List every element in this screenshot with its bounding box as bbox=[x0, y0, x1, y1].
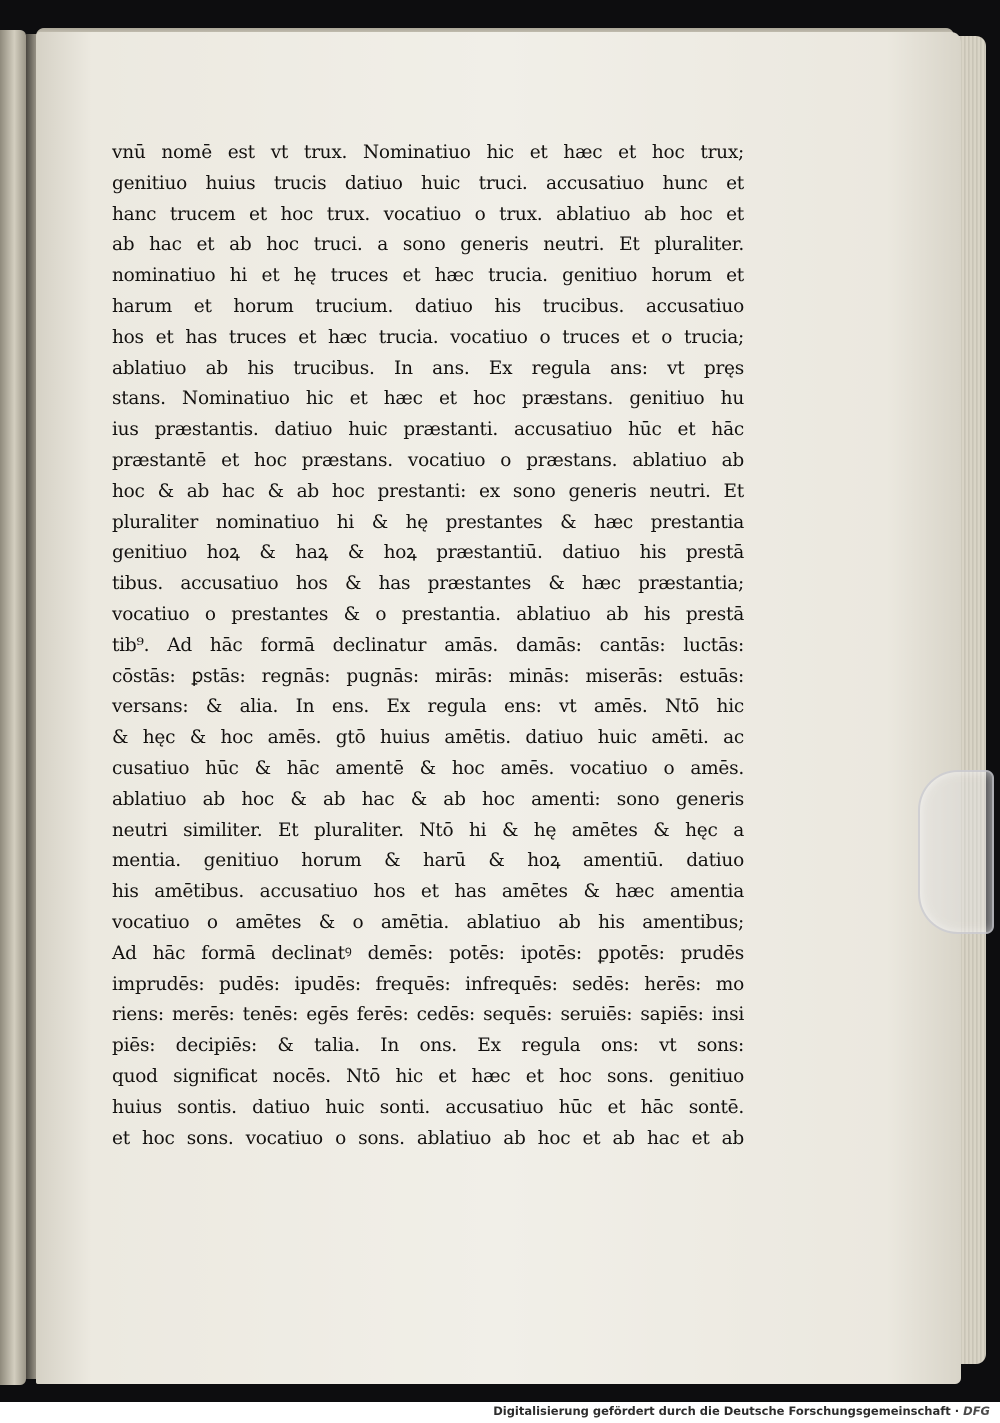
text-line: vocatiuo o amētes & o amētia. ablatiuo ab his amentibus; bbox=[112, 911, 744, 933]
text-line: huius sontis. datiuo huic sonti. accusatiuo hūc et hāc sontē. bbox=[112, 1096, 744, 1118]
text-line: tibus. accusatiuo hos & has præstantes & hæc præstantia; bbox=[112, 573, 744, 595]
text-line: piēs: decipiēs: & talia. In ons. Ex regula ons: vt sons: bbox=[112, 1035, 744, 1057]
text-line: cōstās: ꝑstās: regnās: pugnās: mirās: minās: miserās: estuās: bbox=[112, 665, 744, 687]
text-line: his amētibus. accusatiuo hos et has amētes & hæc amentia bbox=[112, 881, 744, 903]
text-line: hoc & ab hac & ab hoc prestanti: ex sono generis neutri. Et bbox=[112, 480, 744, 502]
text-line: vocatiuo o prestantes & o prestantia. ablatiuo ab his prestā bbox=[112, 603, 744, 625]
text-line: vnū nomē est vt trux. Nominatiuo hic et hæc et hoc trux; bbox=[112, 142, 744, 163]
text-line: riens: merēs: tenēs: egēs ferēs: cedēs: sequēs: seruiēs: sapiēs: insi bbox=[112, 1004, 744, 1026]
text-line: harum et horum trucium. datiuo his trucibus. accusatiuo bbox=[112, 295, 744, 317]
text-line: præstantē et hoc præstans. vocatiuo o præstans. ablatiuo ab bbox=[112, 449, 744, 471]
text-line: ablatiuo ab his trucibus. In ans. Ex regula ans: vt pręs bbox=[112, 357, 744, 379]
text-line: versans: & alia. In ens. Ex regula ens: vt amēs. Ntō hic bbox=[112, 696, 744, 718]
text-line: genitiuo hoꝝ & haꝝ & hoꝝ præstantiū. datiuo his prestā bbox=[112, 542, 744, 564]
text-line: ius præstantis. datiuo huic præstanti. accusatiuo hūc et hāc bbox=[112, 419, 744, 441]
text-line: hanc trucem et hoc trux. vocatiuo o trux. ablatiuo ab hoc et bbox=[112, 203, 744, 225]
text-line: tib⁹. Ad hāc formā declinatur amās. damās: cantās: luctās: bbox=[112, 634, 744, 656]
text-line: stans. Nominatiuo hic et hæc et hoc præstans. genitiuo hu bbox=[112, 388, 744, 410]
text-line: nominatiuo hi et hę truces et hæc trucia. genitiuo horum et bbox=[112, 265, 744, 287]
text-line: mentia. genitiuo horum & harū & hoꝝ amentiū. datiuo bbox=[112, 850, 744, 872]
text-line: hos et has truces et hæc trucia. vocatiuo o truces et o trucia; bbox=[112, 326, 744, 348]
text-line: cusatiuo hūc & hāc amentē & hoc amēs. vocatiuo o amēs. bbox=[112, 757, 744, 779]
funding-credit bbox=[493, 1404, 990, 1418]
text-line: ab hac et ab hoc truci. a sono generis neutri. Et pluraliter. bbox=[112, 234, 744, 256]
plastic-page-clip bbox=[918, 770, 994, 934]
text-line: neutri similiter. Et pluraliter. Ntō hi & hę amētes & hęc a bbox=[112, 819, 744, 841]
text-line: pluraliter nominatiuo hi & hę prestantes & hæc prestantia bbox=[112, 511, 744, 533]
text-line: & hęc & hoc amēs. gtō huius amētis. datiuo huic amēti. ac bbox=[112, 727, 744, 749]
text-line: quod significat nocēs. Ntō hic et hæc et hoc sons. genitiuo bbox=[112, 1065, 744, 1087]
text-line: genitiuo huius trucis datiuo huic truci. accusatiuo hunc et bbox=[112, 172, 744, 194]
text-line: Ad hāc formā declinatꝰ demēs: potēs: ipotēs: ꝑpotēs: prudēs bbox=[112, 942, 744, 964]
text-line: ablatiuo ab hoc & ab hac & ab hoc amenti: sono generis bbox=[112, 788, 744, 810]
text-line: et hoc sons. vocatiuo o sons. ablatiuo ab hoc et ab hac et ab bbox=[112, 1127, 744, 1149]
text-line: imprudēs: pudēs: ipudēs: frequēs: infrequēs: sedēs: herēs: mo bbox=[112, 973, 744, 995]
funding-text: Digitalisierung gefördert durch die Deutsche Forschungsgemeinschaft · bbox=[493, 1404, 960, 1418]
dfg-logo: DFG bbox=[963, 1404, 990, 1418]
body-text bbox=[112, 138, 744, 1154]
facing-page-edge bbox=[0, 30, 26, 1385]
